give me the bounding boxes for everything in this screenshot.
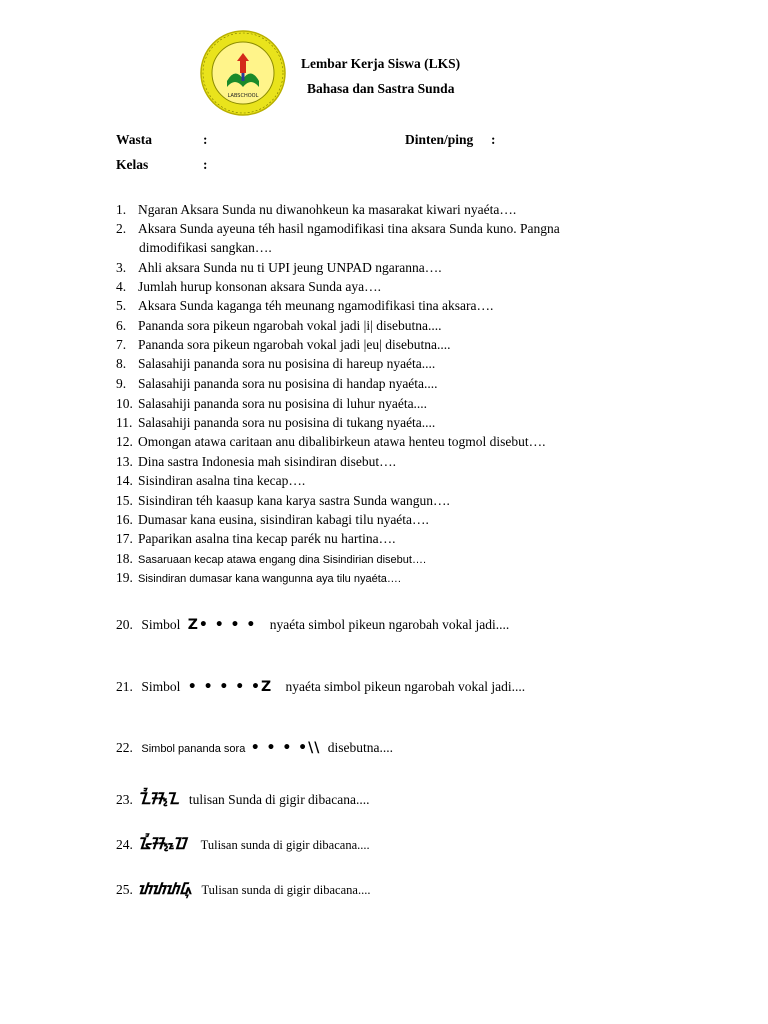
question-item: 10. Salasahiji pananda sora nu posisina di luhur nyaéta....	[116, 396, 428, 411]
page-subtitle: Bahasa dan Sastra Sunda	[307, 81, 455, 96]
question-item: 15. Sisindiran téh kaasup kana karya sastra Sunda wangun….	[116, 493, 450, 508]
question-item: 9. Salasahiji pananda sora nu posisina di handap nyaéta....	[116, 376, 438, 391]
question-item: 12. Omongan atawa caritaan anu dibalibirkeun atawa henteu togmol disebut….	[116, 434, 546, 449]
question-22: 22. Simbol pananda sora • • • •\\ disebutna....	[116, 740, 393, 756]
question-item: 1. Ngaran Aksara Sunda nu diwanohkeun ka masarakat kiwari nyaéta….	[116, 202, 517, 217]
question-item: 19. Sisindiran dumasar kana wangunna aya tilu nyaéta….	[116, 570, 401, 585]
sundanese-script-symbol: ᮅᮤᮞ᮪ᮕᮦ	[139, 834, 188, 853]
question-24: 24. ᮅᮤᮞ᮪ᮕᮦ Tulisan sunda di gigir dibacana....	[116, 834, 370, 853]
sundanese-script-symbol: ᮒᮒᮒᮓᮥ	[139, 879, 193, 898]
question-item: 16. Dumasar kana eusina, sisindiran kabagi tilu nyaéta….	[116, 512, 429, 527]
question-item: 7. Pananda sora pikeun ngarobah vokal jadi |eu| disebutna....	[116, 337, 451, 352]
question-item: 8. Salasahiji pananda sora nu posisina di hareup nyaéta....	[116, 356, 436, 371]
question-20: 20. Simbol Z• • • • nyaéta simbol pikeun ngarobah vokal jadi....	[116, 617, 510, 633]
question-item: 13. Dina sastra Indonesia mah sisindiran disebut….	[116, 454, 396, 469]
vowel-mark-symbol: • • • • •Z	[187, 679, 273, 695]
school-logo	[197, 27, 289, 119]
question-item: 14. Sisindiran asalna tina kecap….	[116, 473, 306, 488]
sundanese-script-symbol: ᮔᮤᮞ᮪ᮔ	[139, 789, 180, 808]
wasta-label: Wasta	[116, 132, 153, 147]
page-title: Lembar Kerja Siswa (LKS)	[301, 56, 461, 71]
vowel-mark-symbol: • • • •\\	[250, 740, 321, 756]
question-item: 3. Ahli aksara Sunda nu ti UPI jeung UNPAD ngaranna….	[116, 260, 442, 275]
question-item: 2. Aksara Sunda ayeuna téh hasil ngamodifikasi tina aksara Sunda kuno. Pangna	[116, 221, 560, 236]
vowel-mark-symbol: Z• • • •	[187, 617, 257, 633]
logo-emblem-icon	[197, 27, 289, 119]
kelas-colon: :	[203, 157, 208, 172]
question-item: 6. Pananda sora pikeun ngarobah vokal jadi |i| disebutna....	[116, 318, 442, 333]
question-item: 5. Aksara Sunda kaganga téh meunang ngamodifikasi tina aksara….	[116, 298, 494, 313]
question-23: 23. ᮔᮤᮞ᮪ᮔ tulisan Sunda di gigir dibacana....	[116, 789, 370, 808]
question-25: 25. ᮒᮒᮒᮓᮥ Tulisan sunda di gigir dibacana....	[116, 879, 371, 898]
kelas-label: Kelas	[116, 157, 149, 172]
question-item: 11. Salasahiji pananda sora nu posisina di tukang nyaéta....	[116, 415, 436, 430]
wasta-colon: :	[203, 132, 208, 147]
logo-text: LABSCHOOL	[227, 93, 259, 99]
question-21: 21. Simbol • • • • •Z nyaéta simbol pikeun ngarobah vokal jadi....	[116, 679, 526, 695]
dinten-label: Dinten/ping	[405, 132, 474, 147]
question-item: 4. Jumlah hurup konsonan aksara Sunda aya….	[116, 279, 381, 294]
question-continuation: dimodifikasi sangkan….	[139, 240, 272, 255]
dinten-colon: :	[491, 132, 496, 147]
question-item: 18. Sasaruaan kecap atawa engang dina Sisindirian disebut….	[116, 551, 427, 566]
question-item: 17. Paparikan asalna tina kecap parék nu hartina….	[116, 531, 396, 546]
